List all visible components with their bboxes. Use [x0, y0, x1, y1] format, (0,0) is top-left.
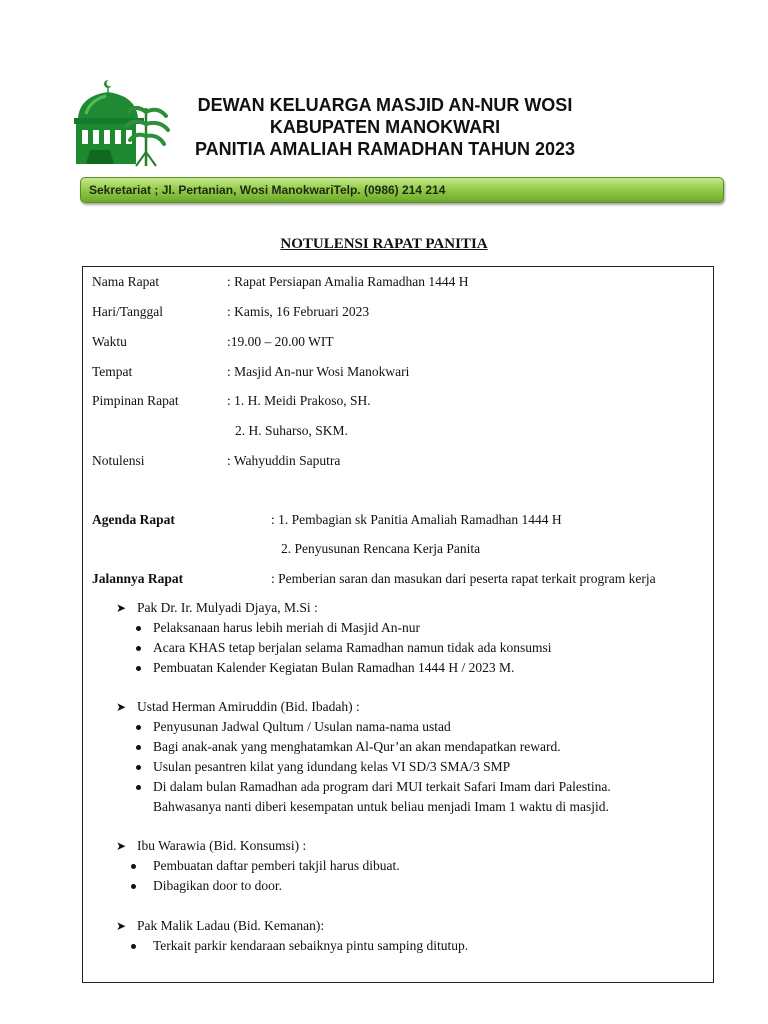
info-label: Waktu: [92, 334, 127, 349]
bullet-icon: [136, 765, 141, 770]
speaker-point-continuation: Bahwasanya nanti diberi kesempatan untuk beliau menjadi Imam 1 waktu di masjid.: [153, 799, 609, 814]
speaker-point: Usulan pesantren kilat yang idundang kelas VI SD/3 SMA/3 SMP: [153, 759, 511, 774]
info-label: Tempat: [92, 364, 133, 379]
org-region: KABUPATEN MANOKWARI: [269, 117, 501, 137]
agenda-item: : 1. Pembagian sk Panitia Amaliah Ramadhan 1444 H: [271, 512, 562, 527]
bullet-icon: [131, 884, 136, 889]
speaker-point: Pembuatan daftar pemberi takjil harus dibuat.: [153, 858, 400, 873]
speaker-point: Di dalam bulan Ramadhan ada program dari MUI terkait Safari Imam dari Palestina.: [153, 779, 611, 794]
info-label: Hari/Tanggal: [92, 304, 164, 319]
document-title: NOTULENSI RAPAT PANITIA: [280, 236, 488, 252]
speaker-point: Bagi anak-anak yang menghatamkan Al-Qur’an akan mendapatkan reward.: [153, 739, 561, 754]
arrow-bullet-icon: ➤: [116, 919, 127, 933]
arrow-bullet-icon: ➤: [116, 601, 127, 615]
agenda-label: Agenda Rapat: [92, 512, 175, 527]
bullet-icon: [136, 725, 141, 730]
org-name: DEWAN KELUARGA MASJID AN-NUR WOSI: [197, 95, 573, 115]
speaker-name: Pak Malik Ladau (Bid. Kemanan):: [137, 918, 325, 933]
minutes-box: [82, 266, 714, 983]
info-value: 2. H. Suharso, SKM.: [235, 423, 348, 438]
speaker-point: Terkait parkir kendaraan sebaiknya pintu samping ditutup.: [153, 938, 469, 953]
bullet-icon: [136, 626, 141, 631]
speaker-point: Pembuatan Kalender Kegiatan Bulan Ramadhan 1444 H / 2023 M.: [153, 660, 515, 675]
jalannya-label: Jalannya Rapat: [92, 571, 184, 586]
bullet-icon: [136, 666, 141, 671]
info-label: Nama Rapat: [92, 274, 160, 289]
bullet-icon: [131, 944, 136, 949]
info-value: : Rapat Persiapan Amalia Ramadhan 1444 H: [227, 274, 469, 289]
jalannya-value: : Pemberian saran dan masukan dari peserta rapat terkait program kerja: [271, 571, 656, 586]
organization-header: [170, 94, 600, 160]
bullet-icon: [136, 785, 141, 790]
info-value: : Kamis, 16 Februari 2023: [227, 304, 370, 319]
speaker-point: Pelaksanaan harus lebih meriah di Masjid An-nur: [153, 620, 420, 635]
mosque-logo-icon: [66, 78, 170, 170]
org-committee: PANITIA AMALIAH RAMADHAN TAHUN 2023: [194, 139, 575, 159]
info-label: Pimpinan Rapat: [92, 393, 179, 408]
bullet-icon: [136, 646, 141, 651]
arrow-bullet-icon: ➤: [116, 839, 127, 853]
bullet-icon: [131, 864, 136, 869]
speaker-name: Pak Dr. Ir. Mulyadi Djaya, M.Si :: [137, 600, 318, 615]
address-bar: Sekretariat ; Jl. Pertanian, Wosi ManokwariTelp. (0986) 214 214: [80, 177, 724, 203]
arrow-bullet-icon: ➤: [116, 700, 127, 714]
speaker-point: Dibagikan door to door.: [153, 878, 282, 893]
speaker-point: Penyusunan Jadwal Qultum / Usulan nama-nama ustad: [153, 719, 451, 734]
info-value: : 1. H. Meidi Prakoso, SH.: [227, 393, 371, 408]
info-value: : Masjid An-nur Wosi Manokwari: [227, 364, 410, 379]
agenda-item: 2. Penyusunan Rencana Kerja Panita: [281, 541, 481, 556]
info-value: :19.00 – 20.00 WIT: [227, 334, 334, 349]
info-label: Notulensi: [92, 453, 145, 468]
speaker-point: Acara KHAS tetap berjalan selama Ramadhan namun tidak ada konsumsi: [153, 640, 552, 655]
speaker-name: Ibu Warawia (Bid. Konsumsi) :: [137, 838, 307, 853]
info-value: : Wahyuddin Saputra: [227, 453, 341, 468]
bullet-icon: [136, 745, 141, 750]
speaker-name: Ustad Herman Amiruddin (Bid. Ibadah) :: [137, 699, 360, 714]
